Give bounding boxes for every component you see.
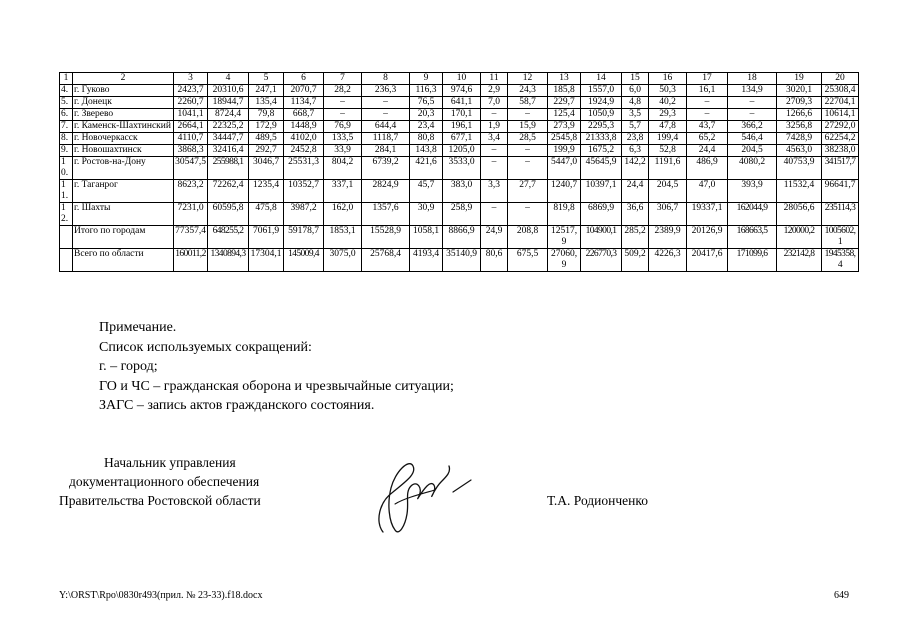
value-cell: 3,4 [481,133,508,145]
value-cell: 3533,0 [443,157,481,180]
value-cell: 14 [581,73,622,85]
value-cell: 393,9 [728,180,777,203]
value-cell: 199,4 [649,133,687,145]
row-number-cell [60,249,73,272]
value-cell: 36,6 [622,203,649,226]
value-cell: 7428,9 [777,133,822,145]
value-cell: 10352,7 [284,180,324,203]
value-cell: 226770,3 [581,249,622,272]
table-row [60,145,859,157]
table-row [60,97,859,109]
table-row [60,85,859,97]
row-label-cell: г. Зверево [73,109,174,121]
value-cell: 4193,4 [410,249,443,272]
value-cell: 3987,2 [284,203,324,226]
value-cell: 15 [622,73,649,85]
value-cell: 974,6 [443,85,481,97]
value-cell: 19337,1 [687,203,728,226]
signatory-title-line-2: документационного обеспечения [69,474,260,489]
value-cell: – [508,145,548,157]
table-row [60,121,859,133]
row-number-cell: 4. [60,85,73,97]
value-cell: 23,4 [410,121,443,133]
row-label-cell: г. Шахты [73,203,174,226]
handwritten-signature [365,452,475,542]
value-cell: 27060,9 [548,249,581,272]
value-cell: 143,8 [410,145,443,157]
value-cell: – [324,97,362,109]
row-label-cell: г. Новочеркасск [73,133,174,145]
value-cell: – [508,109,548,121]
value-cell: 22325,2 [208,121,249,133]
value-cell: 38238,0 [822,145,859,157]
row-number-cell: 6. [60,109,73,121]
value-cell: 22704,1 [822,97,859,109]
row-label-cell: г. Гуково [73,85,174,97]
value-cell: 475,8 [249,203,284,226]
value-cell: 1205,0 [443,145,481,157]
value-cell: – [362,97,410,109]
value-cell: 20126,9 [687,226,728,249]
value-cell: 28,2 [324,85,362,97]
value-cell: 3,3 [481,180,508,203]
value-cell: 27292,0 [822,121,859,133]
value-cell: 5 [249,73,284,85]
row-number-cell: 10. [60,157,73,180]
value-cell: 2545,8 [548,133,581,145]
value-cell: 16,1 [687,85,728,97]
value-cell: 2664,1 [174,121,208,133]
value-cell: 10 [443,73,481,85]
value-cell: 1041,1 [174,109,208,121]
value-cell: 366,2 [728,121,777,133]
note-title: Примечание. [99,320,177,335]
row-number-cell: 7. [60,121,73,133]
value-cell: 79,8 [249,109,284,121]
value-cell: 6869,9 [581,203,622,226]
row-number-cell: 8. [60,133,73,145]
value-cell: 27,7 [508,180,548,203]
value-cell: 1191,6 [649,157,687,180]
value-cell: 62254,2 [822,133,859,145]
value-cell: 45,7 [410,180,443,203]
value-cell: 40,2 [649,97,687,109]
value-cell: 3256,8 [777,121,822,133]
value-cell: 47,0 [687,180,728,203]
value-cell: 284,1 [362,145,410,157]
note-abbr-go-chs: ГО и ЧС – гражданская оборона и чрезвычайные ситуации; [99,378,454,394]
value-cell: – [481,203,508,226]
value-cell: 1,9 [481,121,508,133]
value-cell: – [687,109,728,121]
value-cell: 341517,7 [822,157,859,180]
value-cell: 133,5 [324,133,362,145]
value-cell: 1134,7 [284,97,324,109]
row-number-cell: 11. [60,180,73,203]
value-cell: 6 [284,73,324,85]
value-cell: 2070,7 [284,85,324,97]
value-cell: 196,1 [443,121,481,133]
value-cell: 7 [324,73,362,85]
value-cell: – [508,203,548,226]
value-cell: 1357,6 [362,203,410,226]
row-label-cell: г. Новошахтинск [73,145,174,157]
value-cell: 12517,9 [548,226,581,249]
table-row [60,109,859,121]
table-row [60,226,859,249]
value-cell: 1050,9 [581,109,622,121]
value-cell: 199,9 [548,145,581,157]
row-label-cell: г. Каменск-Шахтинский [73,121,174,133]
value-cell: 1924,9 [581,97,622,109]
row-number-cell [60,226,73,249]
value-cell: 273,9 [548,121,581,133]
value-cell: 29,3 [649,109,687,121]
value-cell: 15528,9 [362,226,410,249]
value-cell: 1945358,4 [822,249,859,272]
value-cell: 1448,9 [284,121,324,133]
note-abbr-zags: ЗАГС – запись актов гражданского состояния. [99,398,375,413]
value-cell: 171099,6 [728,249,777,272]
value-cell: 258,9 [443,203,481,226]
value-cell: 45645,9 [581,157,622,180]
value-cell: 20310,6 [208,85,249,97]
value-cell: 162044,9 [728,203,777,226]
value-cell: 168663,5 [728,226,777,249]
row-label-cell: 2 [73,73,174,85]
value-cell: 641,1 [443,97,481,109]
value-cell: 162,0 [324,203,362,226]
value-cell: 208,8 [508,226,548,249]
table-row [60,249,859,272]
value-cell: 4080,2 [728,157,777,180]
value-cell: 9 [410,73,443,85]
value-cell: 23,8 [622,133,649,145]
table-row [60,180,859,203]
value-cell: 5447,0 [548,157,581,180]
value-cell: 1266,6 [777,109,822,121]
value-cell: 120000,2 [777,226,822,249]
table-header-row [60,73,859,85]
value-cell: 1240,7 [548,180,581,203]
value-cell: 4,8 [622,97,649,109]
value-cell: 28,5 [508,133,548,145]
value-cell: 17304,1 [249,249,284,272]
value-cell: 13 [548,73,581,85]
value-cell: 7,0 [481,97,508,109]
value-cell: 160011,2 [174,249,208,272]
value-cell: 135,4 [249,97,284,109]
value-cell: 10614,1 [822,109,859,121]
value-cell: 2824,9 [362,180,410,203]
value-cell: 2452,8 [284,145,324,157]
value-cell: 80,6 [481,249,508,272]
value-cell: 17 [687,73,728,85]
value-cell: 2260,7 [174,97,208,109]
value-cell: 20417,6 [687,249,728,272]
value-cell: 4563,0 [777,145,822,157]
value-cell: 6,3 [622,145,649,157]
value-cell: 1675,2 [581,145,622,157]
value-cell: 16 [649,73,687,85]
row-label-cell: Итого по городам [73,226,174,249]
value-cell: 4 [208,73,249,85]
value-cell: 677,1 [443,133,481,145]
value-cell: 25768,4 [362,249,410,272]
value-cell: 421,6 [410,157,443,180]
value-cell: 6,0 [622,85,649,97]
page-number: 649 [834,590,849,601]
value-cell: 20,3 [410,109,443,121]
value-cell: 255988,1 [208,157,249,180]
value-cell: 125,4 [548,109,581,121]
value-cell: 80,8 [410,133,443,145]
value-cell: – [324,109,362,121]
value-cell: 30,9 [410,203,443,226]
value-cell: 32416,4 [208,145,249,157]
note-abbr-city: г. – город; [99,359,158,374]
value-cell: 76,5 [410,97,443,109]
value-cell: 11 [481,73,508,85]
value-cell: 644,4 [362,121,410,133]
value-cell: 170,1 [443,109,481,121]
value-cell: – [508,157,548,180]
value-cell: 8724,4 [208,109,249,121]
value-cell: 20 [822,73,859,85]
value-cell: 10397,1 [581,180,622,203]
value-cell: 8623,2 [174,180,208,203]
value-cell: 50,3 [649,85,687,97]
row-number-cell: 1 [60,73,73,85]
value-cell: 77357,4 [174,226,208,249]
value-cell: 11532,4 [777,180,822,203]
value-cell: 1853,1 [324,226,362,249]
value-cell: 52,8 [649,145,687,157]
value-cell: 804,2 [324,157,362,180]
note-abbreviations-heading: Список используемых сокращений: [99,339,312,355]
table-row [60,203,859,226]
value-cell: 24,3 [508,85,548,97]
value-cell: 7231,0 [174,203,208,226]
value-cell: 116,3 [410,85,443,97]
value-cell: 247,1 [249,85,284,97]
value-cell: 235114,3 [822,203,859,226]
value-cell: 509,2 [622,249,649,272]
value-cell: 648255,2 [208,226,249,249]
value-cell: 229,7 [548,97,581,109]
value-cell: 8866,9 [443,226,481,249]
value-cell: 2,9 [481,85,508,97]
value-cell: 337,1 [324,180,362,203]
data-table [59,72,859,272]
value-cell: 2709,3 [777,97,822,109]
value-cell: 2389,9 [649,226,687,249]
value-cell: 3868,3 [174,145,208,157]
value-cell: 675,5 [508,249,548,272]
value-cell: 1557,0 [581,85,622,97]
value-cell: 5,7 [622,121,649,133]
value-cell: 43,7 [687,121,728,133]
value-cell: 2295,3 [581,121,622,133]
value-cell: 142,2 [622,157,649,180]
signatory-title-line-1: Начальник управления [104,455,236,470]
value-cell: – [687,97,728,109]
value-cell: 489,5 [249,133,284,145]
value-cell: 6739,2 [362,157,410,180]
value-cell: 668,7 [284,109,324,121]
value-cell: 21333,8 [581,133,622,145]
value-cell: 25308,4 [822,85,859,97]
value-cell: 3,5 [622,109,649,121]
row-number-cell: 5. [60,97,73,109]
value-cell: 72262,4 [208,180,249,203]
value-cell: 1235,4 [249,180,284,203]
value-cell: 185,8 [548,85,581,97]
value-cell: 4110,7 [174,133,208,145]
value-cell: 819,8 [548,203,581,226]
note-block [99,318,454,416]
value-cell: 34447,7 [208,133,249,145]
value-cell: 292,7 [249,145,284,157]
value-cell: – [728,109,777,121]
value-cell: 3020,1 [777,85,822,97]
row-label-cell: г. Таганрог [73,180,174,203]
value-cell: 1005602,1 [822,226,859,249]
value-cell: 18 [728,73,777,85]
value-cell: 204,5 [728,145,777,157]
value-cell: 47,8 [649,121,687,133]
value-cell: 59178,7 [284,226,324,249]
value-cell: 3046,7 [249,157,284,180]
table-row [60,133,859,145]
value-cell: 2423,7 [174,85,208,97]
table-row [60,157,859,180]
value-cell: 58,7 [508,97,548,109]
value-cell: 28056,6 [777,203,822,226]
row-number-cell: 9. [60,145,73,157]
value-cell: 18944,7 [208,97,249,109]
value-cell: 1340894,3 [208,249,249,272]
signatory-title-line-3: Правительства Ростовской области [59,493,261,508]
value-cell: 104900,1 [581,226,622,249]
value-cell: 76,9 [324,121,362,133]
signatory-name: Т.А. Родионченко [547,493,648,508]
value-cell: 60595,8 [208,203,249,226]
row-number-cell: 12. [60,203,73,226]
value-cell: 3 [174,73,208,85]
value-cell: 232142,8 [777,249,822,272]
value-cell: 7061,9 [249,226,284,249]
value-cell: 306,7 [649,203,687,226]
value-cell: 383,0 [443,180,481,203]
value-cell: 24,4 [687,145,728,157]
value-cell: 33,9 [324,145,362,157]
value-cell: 30547,5 [174,157,208,180]
row-label-cell: г. Донецк [73,97,174,109]
value-cell: 204,5 [649,180,687,203]
row-label-cell: Всего по области [73,249,174,272]
value-cell: 145009,4 [284,249,324,272]
value-cell: 285,2 [622,226,649,249]
value-cell: 134,9 [728,85,777,97]
value-cell: – [481,157,508,180]
value-cell: 19 [777,73,822,85]
value-cell: – [481,109,508,121]
value-cell: 1118,7 [362,133,410,145]
value-cell: – [728,97,777,109]
value-cell: 12 [508,73,548,85]
value-cell: 172,9 [249,121,284,133]
value-cell: 15,9 [508,121,548,133]
value-cell: 4102,0 [284,133,324,145]
value-cell: 486,9 [687,157,728,180]
value-cell: 1058,1 [410,226,443,249]
value-cell: 236,3 [362,85,410,97]
value-cell: 65,2 [687,133,728,145]
value-cell: 4226,3 [649,249,687,272]
value-cell: 24,4 [622,180,649,203]
row-label-cell: г. Ростов-на-Дону [73,157,174,180]
value-cell: 25531,3 [284,157,324,180]
footer-file-path: Y:\ORST\Rpo\0830r493(прил. № 23-33).f18.docx [59,590,263,601]
value-cell: 3075,0 [324,249,362,272]
value-cell: 24,9 [481,226,508,249]
value-cell: 546,4 [728,133,777,145]
value-cell: 35140,9 [443,249,481,272]
value-cell: 40753,9 [777,157,822,180]
value-cell: 8 [362,73,410,85]
value-cell: – [362,109,410,121]
value-cell: 96641,7 [822,180,859,203]
value-cell: – [481,145,508,157]
